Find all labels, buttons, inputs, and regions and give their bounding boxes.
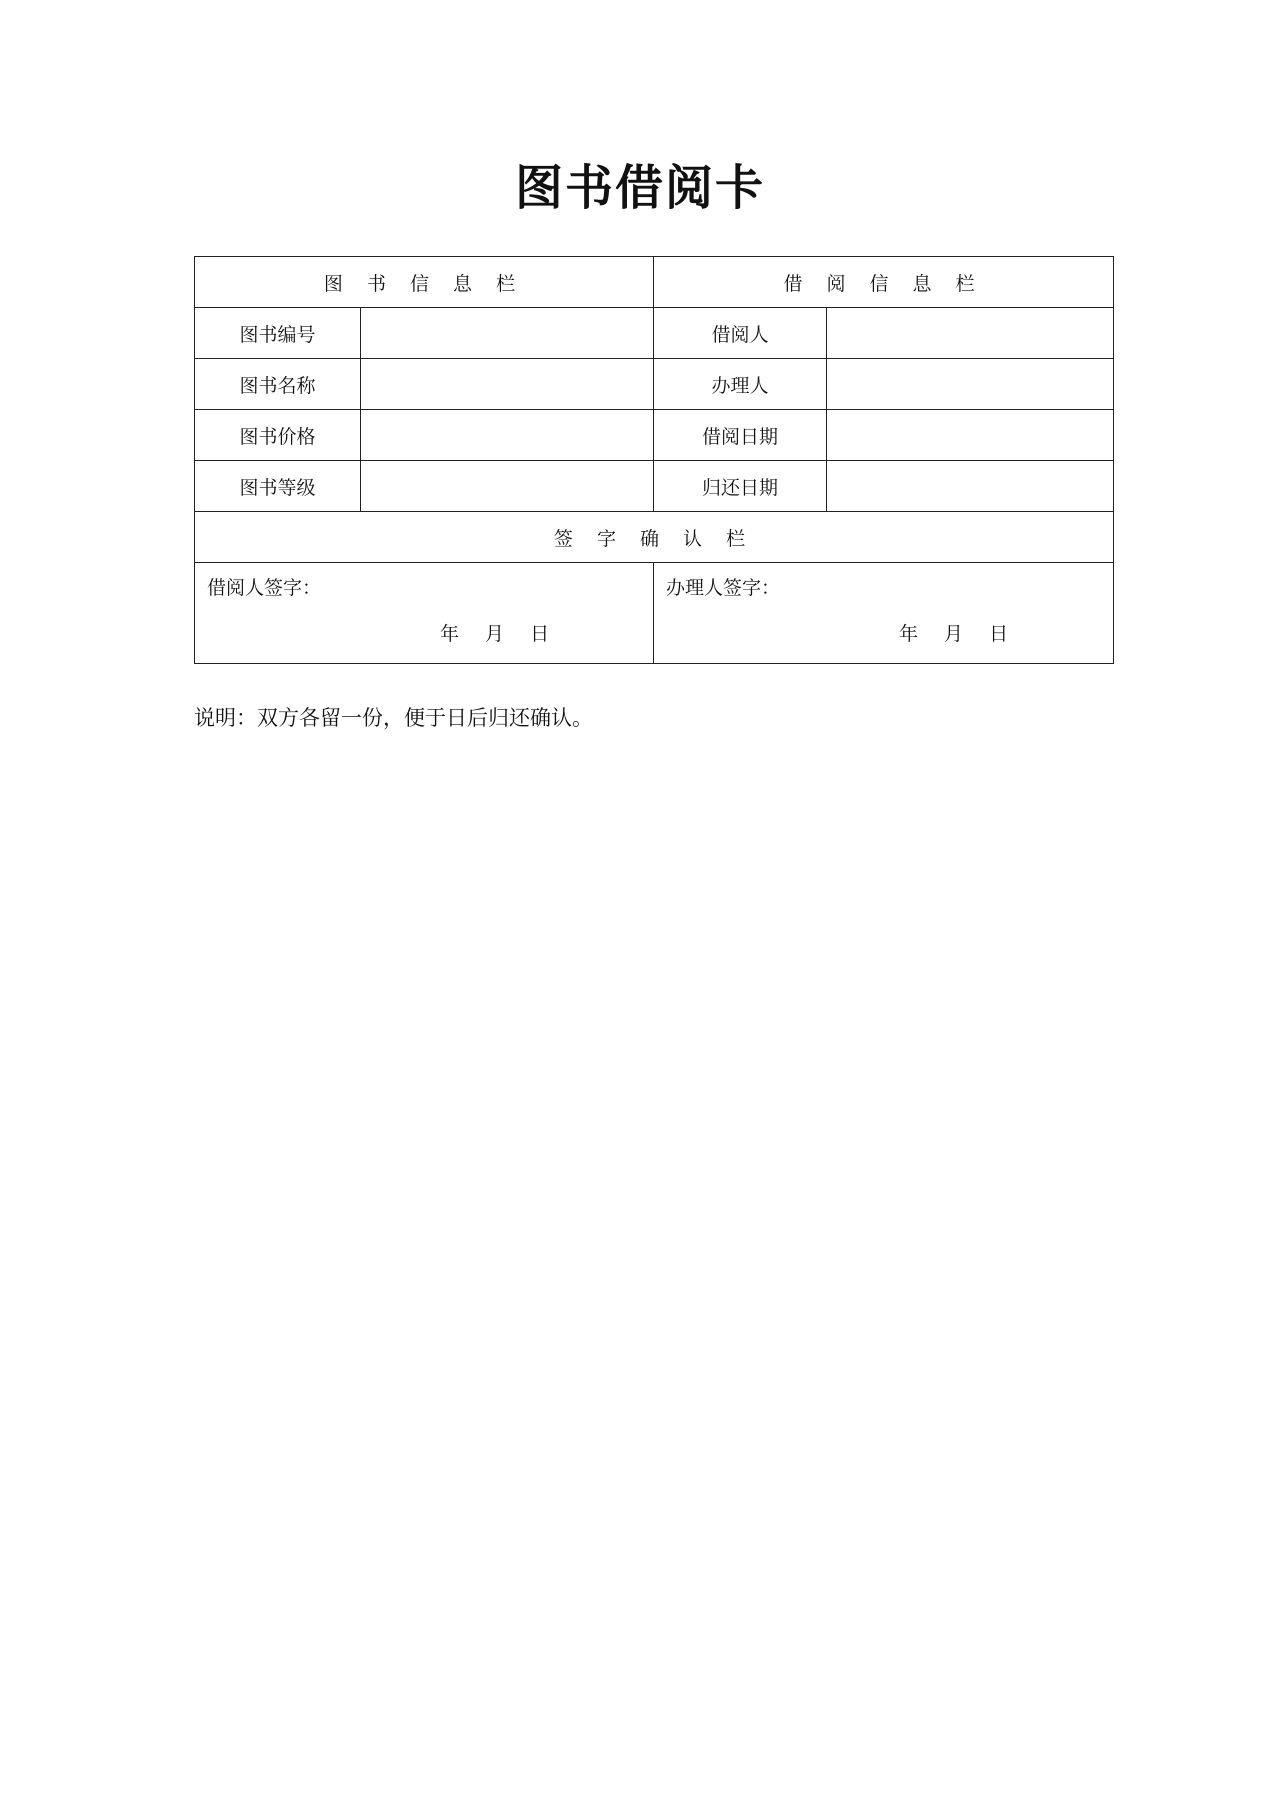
borrow-date-label: 借阅日期 (654, 410, 827, 461)
book-grade-label: 图书等级 (195, 461, 361, 512)
signature-row (195, 563, 1114, 664)
book-number-label: 图书编号 (195, 308, 361, 359)
section-header-row (195, 257, 1114, 308)
book-info-header: 图 书 信 息 栏 (195, 257, 654, 308)
handler-label: 办理人 (654, 359, 827, 410)
table-row (195, 359, 1114, 410)
borrow-date-field[interactable] (827, 410, 1114, 461)
handler-signature-date: 年 月 日 (899, 623, 1019, 645)
signature-header-row (195, 512, 1114, 563)
book-name-label: 图书名称 (195, 359, 361, 410)
book-name-field[interactable] (361, 359, 654, 410)
table-row (195, 410, 1114, 461)
return-date-label: 归还日期 (654, 461, 827, 512)
borrow-info-header: 借 阅 信 息 栏 (654, 257, 1114, 308)
book-grade-field[interactable] (361, 461, 654, 512)
borrow-card-table (194, 256, 1114, 664)
page-title: 图书借阅卡 (514, 160, 765, 216)
note-text: 说明：双方各留一份，便于日后归还确认。 (194, 706, 593, 730)
borrower-signature-date: 年 月 日 (440, 623, 560, 645)
borrower-signature-box[interactable] (195, 563, 654, 664)
book-price-field[interactable] (361, 410, 654, 461)
borrower-field[interactable] (827, 308, 1114, 359)
handler-signature-label: 办理人签字： (666, 577, 781, 599)
table-row (195, 461, 1114, 512)
book-number-field[interactable] (361, 308, 654, 359)
signature-header: 签 字 确 认 栏 (195, 512, 1114, 563)
handler-field[interactable] (827, 359, 1114, 410)
return-date-field[interactable] (827, 461, 1114, 512)
borrower-label: 借阅人 (654, 308, 827, 359)
borrower-signature-label: 借阅人签字： (207, 577, 322, 599)
handler-signature-box[interactable] (654, 563, 1114, 664)
book-price-label: 图书价格 (195, 410, 361, 461)
table-row (195, 308, 1114, 359)
